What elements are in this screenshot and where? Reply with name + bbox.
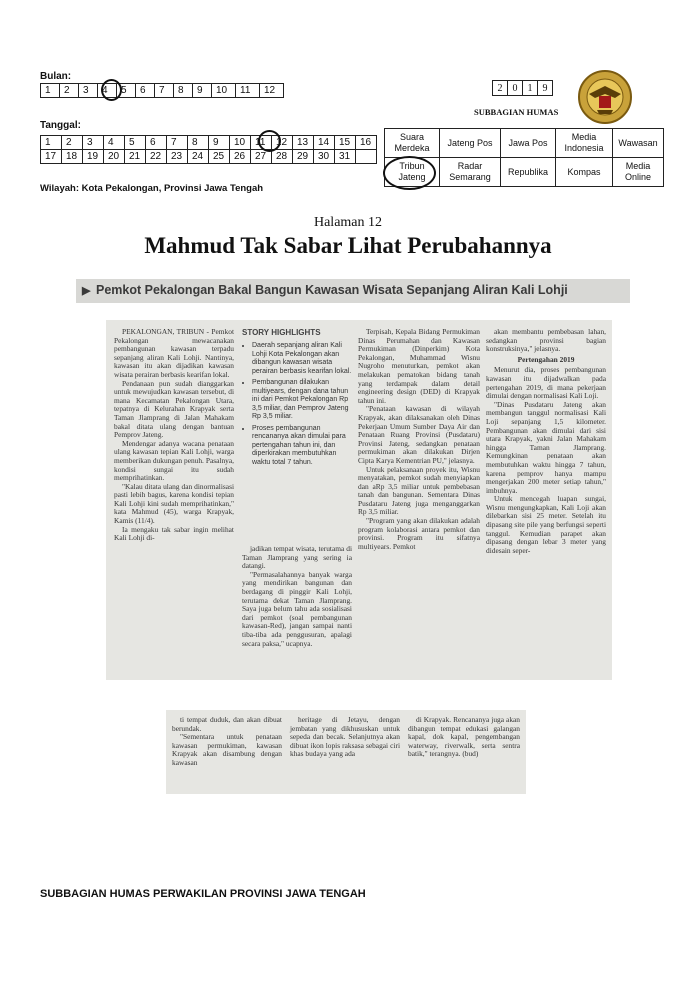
- media-cell: Tribun Jateng: [385, 158, 440, 187]
- year-box: [492, 80, 553, 96]
- article-column-4: [486, 328, 606, 555]
- highlights-title: STORY HIGHLIGHTS: [242, 328, 321, 337]
- media-cell: Media Online: [613, 158, 664, 187]
- article-paragraph: Mendengar adanya wacana penataan ulang kawasan tepian Kali Lohji, warga memberikan dukungan penuh. Pasalnya, kondisi sungai itu sudah memprihatinkan.: [114, 438, 234, 483]
- article-paragraph: Untuk mencegah luapan sungai, Wisnu mengungkapkan, Kali Loji akan dilebarkan sisi 25 meter. Setelah itu dipasang site pile yang berfungsi seperti tanggul. Kemudian parapet akan dipasang dengan lebar 3 meter yang didesain seper-: [486, 494, 606, 555]
- kicker-strip: [76, 279, 630, 303]
- month-cell: 2: [60, 84, 79, 98]
- month-cell: 10: [212, 84, 236, 98]
- subbagian-humas-label: SUBBAGIAN HUMAS: [474, 107, 559, 117]
- media-cell: Kompas: [556, 158, 613, 187]
- date-cell: 10: [230, 136, 251, 150]
- date-cell: 26: [230, 150, 251, 164]
- news-clipping-continued: [166, 710, 526, 794]
- highlight-item: • Daerah sepanjang aliran Kali Lohji Kota Pekalongan akan dibangun kawasan wisata perairan berbasis kearifan lokal.: [252, 342, 352, 376]
- date-cell: 27: [251, 150, 272, 164]
- lower-column-2: [290, 716, 400, 759]
- date-cell: 15: [335, 136, 356, 150]
- date-cell: 29: [293, 150, 314, 164]
- date-grid: [40, 135, 377, 164]
- media-cell: Republika: [501, 158, 556, 187]
- article-paragraph: Ia mengaku tak sabar ingin melihat Kali Lohji di-: [114, 524, 234, 543]
- article-paragraph: jadikan tempat wisata, terutama di Taman Jlamprang yang sering ia datangi.: [242, 544, 352, 571]
- date-cell: 2: [62, 136, 83, 150]
- article-paragraph: ti tempat duduk, dan akan dibuat berundak.: [172, 715, 282, 733]
- highlight-item: • Proses pembangunan rencananya akan dimulai para pertengahan tahun ini, dan diperkirakan membutuhkan waktu total 7 tahun.: [252, 425, 352, 468]
- article-paragraph: akan membantu pembebasan lahan, sedangkan provinsi bagian konstruksinya," jelasnya.: [486, 327, 606, 354]
- month-cell: 1: [41, 84, 60, 98]
- article-paragraph: "Program yang akan dilakukan adalah program kolaborasi antara pemkot dan provinsi. Program itu sifatnya multiyears. Pemkot: [358, 516, 480, 551]
- media-cell: Jawa Pos: [501, 129, 556, 158]
- year-digit: 9: [538, 81, 553, 96]
- wilayah-label: Wilayah: Kota Pekalongan, Provinsi Jawa Tengah: [40, 183, 264, 194]
- date-cell: 8: [188, 136, 209, 150]
- article-title: Mahmud Tak Sabar Lihat Perubahannya: [144, 233, 552, 258]
- month-cell: 7: [155, 84, 174, 98]
- lower-column-1: [172, 716, 282, 768]
- news-clipping: [106, 320, 612, 680]
- date-cell: 13: [293, 136, 314, 150]
- date-cell: 22: [146, 150, 167, 164]
- date-cell: 28: [272, 150, 293, 164]
- media-cell: Jateng Pos: [440, 129, 501, 158]
- month-cell: 3: [79, 84, 98, 98]
- year-digit: 1: [523, 81, 538, 96]
- bulan-label: Bulan:: [40, 71, 72, 82]
- article-paragraph: PEKALONGAN, TRIBUN - Pemkot Pekalongan mewacanakan pembangunan kawasan terpadu sepanjang aliran Kali Lohji. Nantinya, kawasan itu akan dijadikan kawasan wisata perairan berbasis kearifan lokal.: [114, 327, 234, 379]
- date-cell: 5: [125, 136, 146, 150]
- article-paragraph: "Permasalahannya banyak warga yang mendirikan bangunan dan berdagang di pinggir Kali Lohji, terutama dekat Taman Jlamprang. Saya juga belum tahu ada sosialisasi dari pemkot (soal pembangunan kawasan-Red), jangan sampai nanti tiba-tiba ada penggusuran, apalagi secara paksa," ucapnya.: [242, 569, 352, 648]
- date-selection-circle: [258, 130, 281, 152]
- date-cell: 19: [83, 150, 104, 164]
- date-cell: 23: [167, 150, 188, 164]
- article-column-2: [242, 545, 352, 648]
- date-cell: [356, 150, 377, 164]
- date-cell: 18: [62, 150, 83, 164]
- garuda-emblem-icon: [575, 68, 635, 126]
- date-cell: 9: [209, 136, 230, 150]
- date-cell: 25: [209, 150, 230, 164]
- month-cell: 11: [236, 84, 260, 98]
- lower-column-3: [408, 716, 520, 759]
- date-cell: 30: [314, 150, 335, 164]
- date-cell: 17: [41, 150, 62, 164]
- story-highlights: [242, 328, 352, 536]
- date-cell: 16: [356, 136, 377, 150]
- date-cell: 20: [104, 150, 125, 164]
- month-grid: [40, 83, 284, 98]
- article-paragraph: Terpisah, Kepala Bidang Permukiman Dinas Perumahan dan Kawasan Permukiman (Dinperkim) Kota Pekalongan, Muhammad Wisnu Nugroho menuturkan, pemkot akan melakukan pematokan bidang tanah yang terdampak dalam detail engineering design (DED) di Krapyak tahun ini.: [358, 327, 480, 405]
- month-cell: 12: [260, 84, 284, 98]
- month-cell: 5: [117, 84, 136, 98]
- footer-label: SUBBAGIAN HUMAS PERWAKILAN PROVINSI JAWA TENGAH: [40, 888, 366, 900]
- highlights-list: [242, 342, 352, 470]
- tanggal-label: Tanggal:: [40, 120, 81, 131]
- month-cell: 4: [98, 84, 117, 98]
- article-column-1: [114, 328, 234, 543]
- article-paragraph: "Sementara untuk penataan kawasan permukiman, kawasan Krapyak akan disambung dengan kawasan: [172, 732, 282, 767]
- article-column-3: [358, 328, 480, 551]
- highlight-item: • Pembangunan dilakukan multiyears, dengan dana tahun ini dari Pemkot Pekalongan Rp 3,5 miliar, dan Pemprov Jateng Rp 3,5 miliar.: [252, 379, 352, 422]
- article-paragraph: "Penataan kawasan di wilayah Krapyak, akan dilaksanakan oleh Dinas Pekerjaan Umum Sumber Daya Air dan Penataan Ruang Provinsi (Pusdataru) Provinsi Jateng, sedangkan penataan permukiman akan dilakukan Dirjen Cipta Karya Kementrian PU," jelasnya.: [358, 404, 480, 465]
- month-selection-circle: [101, 79, 122, 101]
- article-paragraph: Pendanaan pun sudah dianggarkan untuk mewujudkan kawasan tersebut, di mana Kecamatan Pekalongan Utara, tepatnya di Kelurahan Krapyak serta Taman Jlamprang di Jalan Mahakam bakal ditata ulang dengan bantuan Pemprov Jateng.: [114, 378, 234, 440]
- year-digit: 0: [508, 81, 523, 96]
- article-paragraph: "Kalau ditata ulang dan dinormalisasi pasti lebih bagus, karena kondisi tepian Kali Lohji kini sudah memprihatinkan," kata Mahmud (45), warga Krapyak, Kamis (11/4).: [114, 481, 234, 526]
- page-number: Halaman 12: [313, 215, 383, 230]
- kicker-text: Pemkot Pekalongan Bakal Bangun Kawasan Wisata Sepanjang Aliran Kali Lohji: [96, 283, 568, 297]
- date-cell: 6: [146, 136, 167, 150]
- month-cell: 9: [193, 84, 212, 98]
- year-digit: 2: [493, 81, 508, 96]
- date-cell: 3: [83, 136, 104, 150]
- article-paragraph: di Krapyak. Rencananya juga akan dibangun tempat edukasi galangan kapal, dok kapal, pengembangan waterway, riverwalk, serta sentra batik," terangnya. (bud): [408, 715, 520, 759]
- col4-subheading: Pertengahan 2019: [517, 354, 575, 364]
- date-cell: 12: [272, 136, 293, 150]
- month-cell: 8: [174, 84, 193, 98]
- media-cell: Radar Semarang: [440, 158, 501, 187]
- date-cell: 1: [41, 136, 62, 150]
- article-paragraph: heritage di Jetayu, dengan jembatan yang dikhususkan untuk sepeda dan becak. Selanjutnya akan dibuat ikon lopis raksasa sebagai ciri khas budaya yang ada: [290, 715, 400, 759]
- article-paragraph: Untuk pelaksanaan proyek itu, Wisnu menyatakan, pemkot sudah menyiapkan dan aRp 3,5 miliar untuk pembebasan tanah dan bangunan. Sementara Dinas Pusdataru Jateng juga menganggarkan Rp 3,5 miliar.: [358, 464, 480, 517]
- arrow-icon: ▶: [82, 285, 91, 297]
- date-cell: 24: [188, 150, 209, 164]
- media-cell: Media Indonesia: [556, 129, 613, 158]
- article-paragraph: "Dinas Pusdataru Jateng akan membangun tanggul normalisasi Kali Loji sepanjang 1,5 kilometer. Pembangunan akan dimulai dari sisi utara Krapyak, yakni Jalan Mahakam hingga Taman Jlamprang. Kemungkinan penataan akan membutuhkan waktu hingga 7 tahun, karena pemprov hanya mampu mengerjakan 200 meter setiap tahun," imbuhnya.: [486, 399, 606, 495]
- date-cell: 11: [251, 136, 272, 150]
- month-cell: 6: [136, 84, 155, 98]
- date-cell: 14: [314, 136, 335, 150]
- date-cell: 21: [125, 150, 146, 164]
- date-cell: 31: [335, 150, 356, 164]
- media-cell: Suara Merdeka: [385, 129, 440, 158]
- date-cell: 4: [104, 136, 125, 150]
- article-paragraph: Menurut dia, proses pembangunan kawasan itu dijadwalkan pada pertengahan 2019, di mana pekerjaan dimulai dengan normalisasi Kali Loji.: [486, 365, 606, 401]
- date-cell: 7: [167, 136, 188, 150]
- media-cell: Wawasan: [613, 129, 664, 158]
- media-selection-circle: [383, 156, 436, 190]
